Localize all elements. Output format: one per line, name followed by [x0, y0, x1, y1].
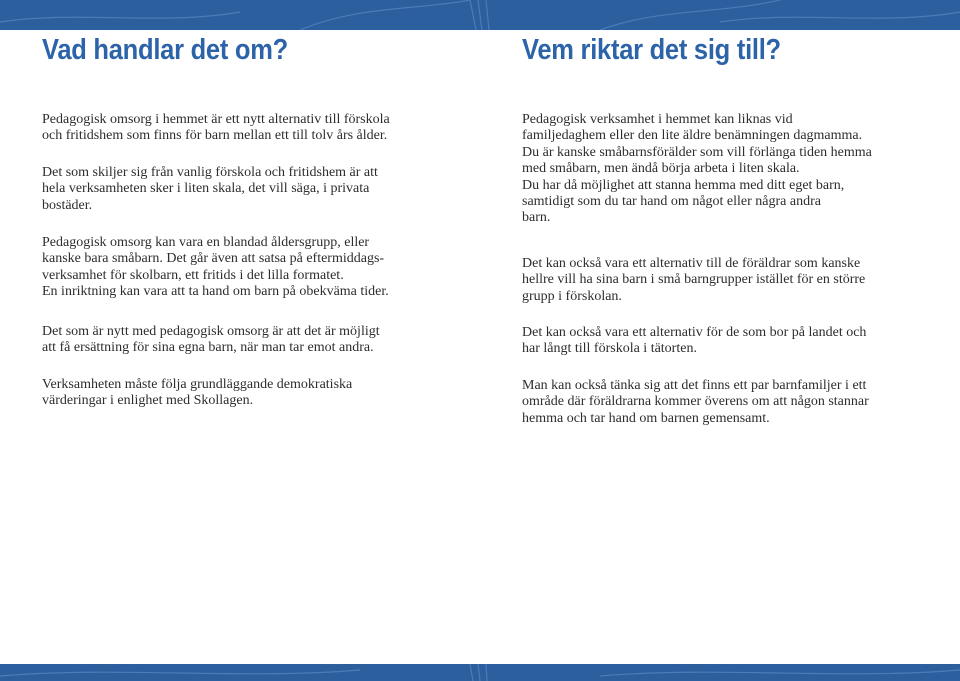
left-paragraph-5: Verksamheten måste följa grundläggande demokratiska värderingar i enlighet med Skollagen.: [42, 377, 353, 409]
left-paragraph-1: Pedagogisk omsorg i hemmet är ett nytt alternativ till förskola och fritidshem som finns för barn mellan ett till tolv års ålder.: [42, 112, 390, 144]
top-decorative-band: [0, 0, 960, 30]
right-paragraph-4: Man kan också tänka sig att det finns ett par barnfamiljer i ett område där föräldrarna kommer överens om att någon stannar hemma och tar hand om barnen gemensamt.: [522, 378, 869, 426]
bottom-band-pattern: [0, 664, 960, 681]
bottom-decorative-band: [0, 664, 960, 681]
top-band-pattern: [0, 0, 960, 30]
right-paragraph-1: Pedagogisk verksamhet i hemmet kan liknas vid familjedaghem eller den lite äldre benämningen dagmamma. Du är kanske småbarnsförälder som vill förlänga tiden hemma med småbarn, men ändå börja arbeta i liten skala. Du har då möjlighet att stanna hemma med ditt eget barn, samtidigt som du tar hand om något eller några andra barn.: [522, 112, 872, 226]
left-paragraph-3: Pedagogisk omsorg kan vara en blandad åldersgrupp, eller kanske bara småbarn. Det går även att satsa på eftermiddags- verksamhet för skolbarn, ett fritids i det lilla formatet. En inriktning kan vara att ta hand om barn på obekväma tider.: [42, 235, 389, 300]
left-heading: Vad handlar det om?: [42, 34, 288, 66]
left-paragraph-2: Det som skiljer sig från vanlig förskola och fritidshem är att hela verksamheten sker i liten skala, det vill säga, i privata bostäder.: [42, 165, 378, 213]
right-paragraph-3: Det kan också vara ett alternativ för de som bor på landet och har långt till förskola i tätorten.: [522, 325, 867, 357]
right-heading: Vem riktar det sig till?: [522, 34, 781, 66]
left-paragraph-4: Det som är nytt med pedagogisk omsorg är att det är möjligt att få ersättning för sina egna barn, när man tar emot andra.: [42, 324, 380, 356]
right-paragraph-2: Det kan också vara ett alternativ till de föräldrar som kanske hellre vill ha sina barn i små barngrupper istället för en större grupp i förskolan.: [522, 256, 866, 304]
